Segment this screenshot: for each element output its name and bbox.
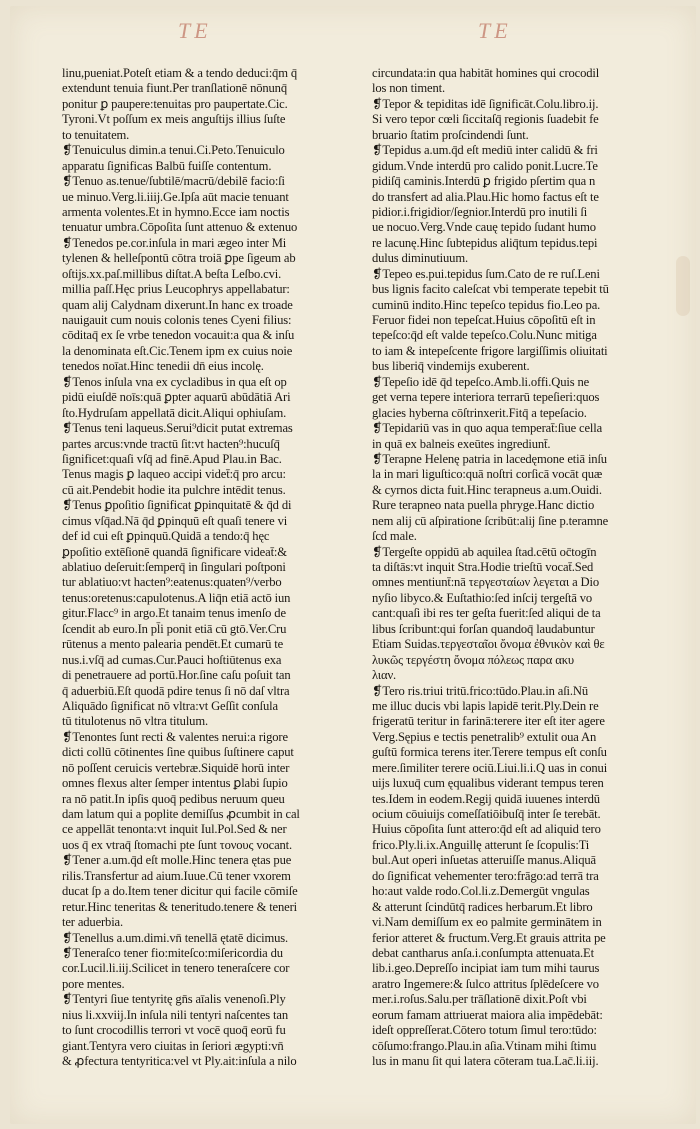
text-line: ❡Tenuiculus dimin.a tenui.Ci.Peto.Tenuiculo xyxy=(62,143,285,158)
page-headword-left: TE xyxy=(178,18,212,43)
text-column-left xyxy=(62,66,362,1069)
text-line: cuminū indito.Hinc tepeſco tepidus fio.Leo pa. xyxy=(372,297,601,312)
text-line: debat cantharus anſa.i.conſumpta attenuata.Et xyxy=(372,945,594,960)
text-line: rilis.Transfertur ad aium.Iuue.Cū tener vxorem xyxy=(62,868,291,883)
text-line: dam latum qui a poplite demiſſus ꝓcumbit in cal xyxy=(62,807,300,821)
text-line: nius li.xxviij.In inſula nili tentyri naſcentes tan xyxy=(62,1007,288,1022)
text-line: nō poſſent ceruicis vertebræ.Siquidē horū inter xyxy=(62,760,290,775)
text-line: giant.Tentyra vero ciuitas in ſeriori ægypti:vn̄ xyxy=(62,1038,284,1053)
text-line: Si vero tepor cœli ſiccitaſq̄ regionis ſuadebit fe xyxy=(372,112,599,127)
text-line: Huius cōpoſita ſunt attero:q̄d eſt ad aliquid tero xyxy=(372,822,601,837)
text-line: guſtū formica terens iter.Terere tempus eſt conſu xyxy=(372,745,607,760)
page-headword-right: TE xyxy=(478,18,512,43)
text-line: bus liberiq̄ vindemijs exuberent. xyxy=(372,359,530,374)
text-line: la denominata eſt.Cic.Tenem ipm ex cuius noie xyxy=(62,343,293,358)
text-line: cor.Lucil.li.iij.Scilicet in tenero teneraſcere cor xyxy=(62,961,290,976)
text-line: libus ſcribunt:qui forſan quandoq̄ laudabuntur xyxy=(372,621,595,636)
text-line: rūtenus a mento palearia pendēt.Et cumarū te xyxy=(62,637,284,652)
text-line: ❡Tenellus a.um.dimi.vn̄ tenellā ętatē dicimus. xyxy=(62,930,289,945)
text-line: pore mentes. xyxy=(62,976,125,991)
text-line: tepeſco:q̄d eſt valde tepeſco.Colu.Nunc mitiga xyxy=(372,328,597,343)
text-line: apparatu ſignificas Balbū fuiſſe contentum. xyxy=(62,158,272,173)
text-line: Etiam Suidas.τεργεσταῖοι ὄνομα ἐθνικὸν καὶ θε xyxy=(372,637,605,652)
text-line: get verna tepere interiora terrarū tepeſieri:quos xyxy=(372,390,600,405)
text-line: Tenus magis ꝑ laqueo accipi videt̄:q̄ pro arcu: xyxy=(62,467,286,482)
text-line: ❡Tentyri ſiue tentyritę gn̄s aīalis venenoſi.Ply xyxy=(62,992,286,1007)
text-line: di penetrauere ad portū.Hor.ſine caſu poſuit tan xyxy=(62,668,291,683)
text-line: ❡Tenontes ſunt recti & valentes nerui:a rigore xyxy=(62,729,288,744)
text-line: nyſio libyco.& Euſtathio:ſed inſcij tergeſtā vo xyxy=(372,590,593,605)
text-line: ablatiuo deſeruit:ſemperq̄ in ſingulari poſtponi xyxy=(62,560,286,574)
text-line: quam alij Calydnam dixerunt.In hanc ex troade xyxy=(62,297,293,312)
text-line: extendunt tenuia fiunt.Per tranſlationē nōnunq̄ xyxy=(62,81,287,96)
text-line: tylenen & helleſpontū cōtra troiā ꝑpe ſigeum ab xyxy=(62,251,296,266)
text-line: to tenuitatem. xyxy=(62,127,130,142)
text-line: ❡Teneraſco tener fio:miteſco:miſericordia du xyxy=(62,945,283,960)
text-line: ❡Tenedos pe.cor.inſula in mari ægeo inter Mi xyxy=(62,235,287,250)
text-line: circundata:in qua habitāt homines qui crocodil xyxy=(372,66,600,80)
text-line: lus in manu ſit qui latera cōteram tua.Lac̄.li.iij. xyxy=(372,1054,599,1068)
text-line: do ſignificat vehementer tero:frāgo:ad terrā tra xyxy=(372,868,599,883)
text-line: ta diſtās:vt inquit Stra.Hodie trieſtū vocat̄.Sed xyxy=(372,560,594,574)
text-line: cant:quaſi ibi res ter geſta fuerit:ſed aliqui de ta xyxy=(372,606,601,621)
text-line: retur.Hinc teneritas & teneritudo.tenere & teneri xyxy=(62,899,297,914)
text-line: ſignificet:quaſi vſq̄ ad finē.Apud Plau.in Bac. xyxy=(62,451,282,466)
text-line: tur ablatiuo:vt hacten⁹:eatenus:quaten⁹/verbo xyxy=(62,575,282,590)
text-line: λιαν. xyxy=(372,668,397,683)
text-line: ꝑpoſitio extēſionē quandā ſignificare videat̄:& xyxy=(62,544,287,559)
text-line: ſcd male. xyxy=(372,529,417,544)
text-line: ue nocuo.Verg.Vnde cauę tepido ſudant humo xyxy=(372,220,596,235)
text-column-right xyxy=(372,66,677,1069)
text-line: ferior atteret & fructum.Verg.Et grauis attrita pe xyxy=(372,930,606,945)
text-line: pidū eiuſdē noīs:quā ꝑpter aquarū abūdātiā Ari xyxy=(62,390,291,405)
text-line: ❡Tepeo es.pui.tepidus ſum.Cato de re ruſ.Leni xyxy=(372,266,600,281)
text-line: oſtijs.xx.paſ.millibus diſtat.A beſta Leſbo.cvi. xyxy=(62,266,282,281)
text-line: pidiſq̄ caminis.Interdū ꝑ frigido pſertim qua n xyxy=(372,174,596,189)
text-line: q̄ aduerbiū.Eſt quodā pdire tenus ſi nō daſ vltra xyxy=(62,683,290,698)
text-line: los non timent. xyxy=(372,81,445,96)
text-line: omnes flexus alter ſemper intentus ꝑlabi ſupio xyxy=(62,776,288,791)
text-line: Aliquādo ſignificat nō vltra:vt Geſſit conſula xyxy=(62,698,278,713)
text-line: λυκῶς τεργέστη ὄνομα πόλεως παρα ακυ xyxy=(372,652,574,667)
text-line: ra nō patit.In ipſis quoq̄ pedibus neruum queu xyxy=(62,791,285,806)
text-line: mere.ſimiliter terere ociū.Liui.li.i.Q uas in conui xyxy=(372,760,608,775)
text-line: bruario ſtatim proſcindendi ſunt. xyxy=(372,127,529,142)
text-line: nauigauit cum nouis colonis tenes Cyeni filius: xyxy=(62,313,292,327)
text-line: ho:aut valde rodo.Col.li.z.Demergūt vngulas xyxy=(372,884,590,899)
text-line: bus lignis facito caleſcat vbi temperate tepebit tū xyxy=(372,282,609,297)
paper-stain xyxy=(676,256,690,316)
text-line: frigeratū teritur in farinā:terere iter eſt iter agere xyxy=(372,714,605,729)
text-line: armenta volentes.Et in hymno.Ecce iam noctis xyxy=(62,204,290,219)
text-line: ſto.Hydruſam appellatā dicit.Aliqui ophiuſam. xyxy=(62,405,287,420)
text-line: cōſumo:frango.Plau.in aſia.Vtinam mihi ſtimu xyxy=(372,1038,597,1053)
text-line: ducat ſp a do.Item tener dicitur qui facile cōmiſe xyxy=(62,884,298,899)
text-line: ❡Tener a.um.q̄d eſt molle.Hinc tenera ętas pue xyxy=(62,853,292,868)
text-line: ponitur ꝑ paupere:tenuitas pro paupertate.Cic. xyxy=(62,96,288,111)
text-line: ter aduerbia. xyxy=(62,915,123,930)
text-line: tenus:oretenus:capulotenus.A liq̄n etiā actō iun xyxy=(62,590,291,605)
text-line: lib.i.geo.Depreſſo incipiat iam tum mihi taurus xyxy=(372,961,600,976)
text-line: tū titulotenus nō vltra titulum. xyxy=(62,714,208,729)
text-line: in quā ex balneis exeūtes ingrediunt̄. xyxy=(372,436,551,451)
text-line: ❡Tepor & tepiditas idē ſignificāt.Colu.libro.ij. xyxy=(372,96,599,111)
text-line: & ꝓfectura tentyritica:vel vt Ply.ait:inſula a nilo xyxy=(62,1054,297,1068)
text-line: ❡Tergeſte oppidū ab aquilea ſtad.cētū oc̄togīn xyxy=(372,544,597,559)
text-line: omnes mentiunt̄:nā τεργεσταίων λεγεται a Dio xyxy=(372,575,599,590)
text-line: ſcendit ab euro.In pl̄i ponit etiā cū gtō.Ver.Cru xyxy=(62,621,287,636)
text-line: tenedos noīat.Hinc tenedii dn̄ eius incolę. xyxy=(62,359,264,374)
text-line: eorum famam attriuerat maiora alia impēdebāt: xyxy=(372,1007,603,1022)
text-line: cōditaq̄ ex ſe vrbe tenedon vocauit:a qua & inſu xyxy=(62,328,295,343)
text-line: & cyrnos dicta fuit.Hinc terapneus a.um.Ouidi. xyxy=(372,482,602,497)
text-line: Rure terapneo nata puella phryge.Hanc dictio xyxy=(372,498,595,513)
text-line: ue minuo.Verg.li.iiij.Ge.Ipſa aūt macie tenuant xyxy=(62,189,289,204)
text-line: bul.Aut operi inſuetas atteruiſſe manus.Aliquā xyxy=(372,853,596,868)
text-line: me illuc ducis vbi lapis lapidē terit.Ply.Dein re xyxy=(372,698,599,713)
text-line: partes arcus:vnde tractū ſit:vt hacten⁹:hucuſq̄ xyxy=(62,436,280,451)
text-line: gidum.Vnde interdū pro calido ponit.Lucre.Te xyxy=(372,158,598,173)
text-line: glacies hyberna cōſtrinxerit.Fitq̄ a tepeſacio. xyxy=(372,405,587,420)
text-line: tenuatur umbra.Cōpoſita ſunt attenuo & extenuo xyxy=(62,220,298,235)
text-line: re lacunę.Hinc ſubtepidus aliq̄tum tepidus.tepi xyxy=(372,235,598,250)
text-line: def id cui eſt ꝑpinquū.Quidā a tendo:q̄ hęc xyxy=(62,529,270,544)
text-line: ❡Tepidus a.um.q̄d eſt mediū inter calidū & fri xyxy=(372,143,598,158)
text-line: do transfert ad alia.Plau.Hic homo factus eſt te xyxy=(372,189,599,204)
text-line: la in mari liguſtico:quā noſtri corſicā vocāt quæ xyxy=(372,467,603,482)
text-line: Tyroni.Vt poſſum ex meis anguſtijs illius ſuſte xyxy=(62,112,286,127)
text-line: dulus diminutiuum. xyxy=(372,251,468,266)
text-line: to iam & intepeſcente frigore largiſſimis oliuitati xyxy=(372,343,608,358)
text-line: frico.Ply.li.ix.Anguillę atterunt ſe ſcopulis:Ti xyxy=(372,837,590,852)
text-line: cū ait.Pendebit hodie ita pulchre intēdit tenus. xyxy=(62,482,286,497)
text-line: ideſt oppreſſerat.Cōtero totum ſimul tero:tūdo: xyxy=(372,1023,597,1038)
text-line: ❡Tepeſio idē q̄d tepeſco.Amb.li.offi.Quis ne xyxy=(372,374,590,389)
text-line: vi.Nam demiſſum ex eo palmite germinātem in xyxy=(372,915,602,930)
text-line: ❡Tepidariū vas in quo aqua temperat̄:ſiue cella xyxy=(372,421,603,436)
text-line: aratro Ingemere:& ſulco attritus ſplēdeſcere vo xyxy=(372,976,599,991)
text-line: nem alij cū aſpiratione ſcribūt:alij ſine p.teramne xyxy=(372,513,609,528)
text-line: uos q̄ ex vtraq̄ ſtomachi pte ſunt τονους vocant. xyxy=(62,837,293,852)
text-line: Verg.Sępius e tectis penetralib⁹ extulit oua An xyxy=(372,729,597,744)
text-line: ❡Terapne Helenę patria in lacedęmone etiā inſu xyxy=(372,451,607,466)
text-line: ❡Tenus teni laqueus.Serui⁹dicit putat extremas xyxy=(62,421,293,436)
text-line: ❡Tenus ꝑpoſitio ſignificat ꝑpinquitatē & q̄d di xyxy=(62,498,292,513)
text-line: tes.Idem in eodem.Regij quidā iuuenes interdū xyxy=(372,791,600,806)
text-line: linu,pueniat.Poteſt etiam & a tendo deduci:q̄m q̄ xyxy=(62,66,297,80)
text-line: ❡Tenos inſula vna ex cycladibus in qua eſt op xyxy=(62,374,287,389)
text-line: to ſunt crocodillis terrori vt vocē quoq̄ eorū fu xyxy=(62,1023,286,1038)
text-line: & atterunt ſcindūtq̄ radices herbarum.Et libro xyxy=(372,899,593,914)
text-line: ce appellāt tenonta:vt inquit Iul.Pol.Sed & ner xyxy=(62,822,287,837)
text-line: cimus vſq̄ad.Nā q̄d ꝑpinquū eſt quaſi tenere vi xyxy=(62,513,288,528)
text-line: pidior.i.frigidior/ſegnior.Interdū pro inutili ſi xyxy=(372,204,588,219)
text-line: nus.i.vſq̄ ad cumas.Cur.Pauci hoſtiūtenus exa xyxy=(62,652,282,667)
text-line: ocium cōuiuijs comeſſatiōibuſq̄ inter ſe terebāt. xyxy=(372,807,601,821)
text-line: gitur.Flacc⁹ in argo.Et tanaim tenus imenſo de xyxy=(62,606,286,621)
text-line: ❡Tenuo as.tenue/ſubtilē/macrū/debilē facio:ſi xyxy=(62,174,285,189)
text-line: mer.i.roſus.Salu.per trāſlationē dixit.Poſt vbi xyxy=(372,992,587,1007)
text-line: Feruor fidei non tepeſcat.Huius cōpoſitū eſt in xyxy=(372,313,596,327)
text-line: ❡Tero ris.triui tritū.frico:tūdo.Plau.in aſi.Nū xyxy=(372,683,588,698)
text-line: dicti collū cōtinentes ſine quibus ſuſtinere caput xyxy=(62,745,294,760)
text-line: millia paſſ.Hęc prius Leucophrys appellabatur: xyxy=(62,282,290,297)
text-line: uijs luxuq̄ cum ęqualibus viderant tempus teren xyxy=(372,776,604,791)
